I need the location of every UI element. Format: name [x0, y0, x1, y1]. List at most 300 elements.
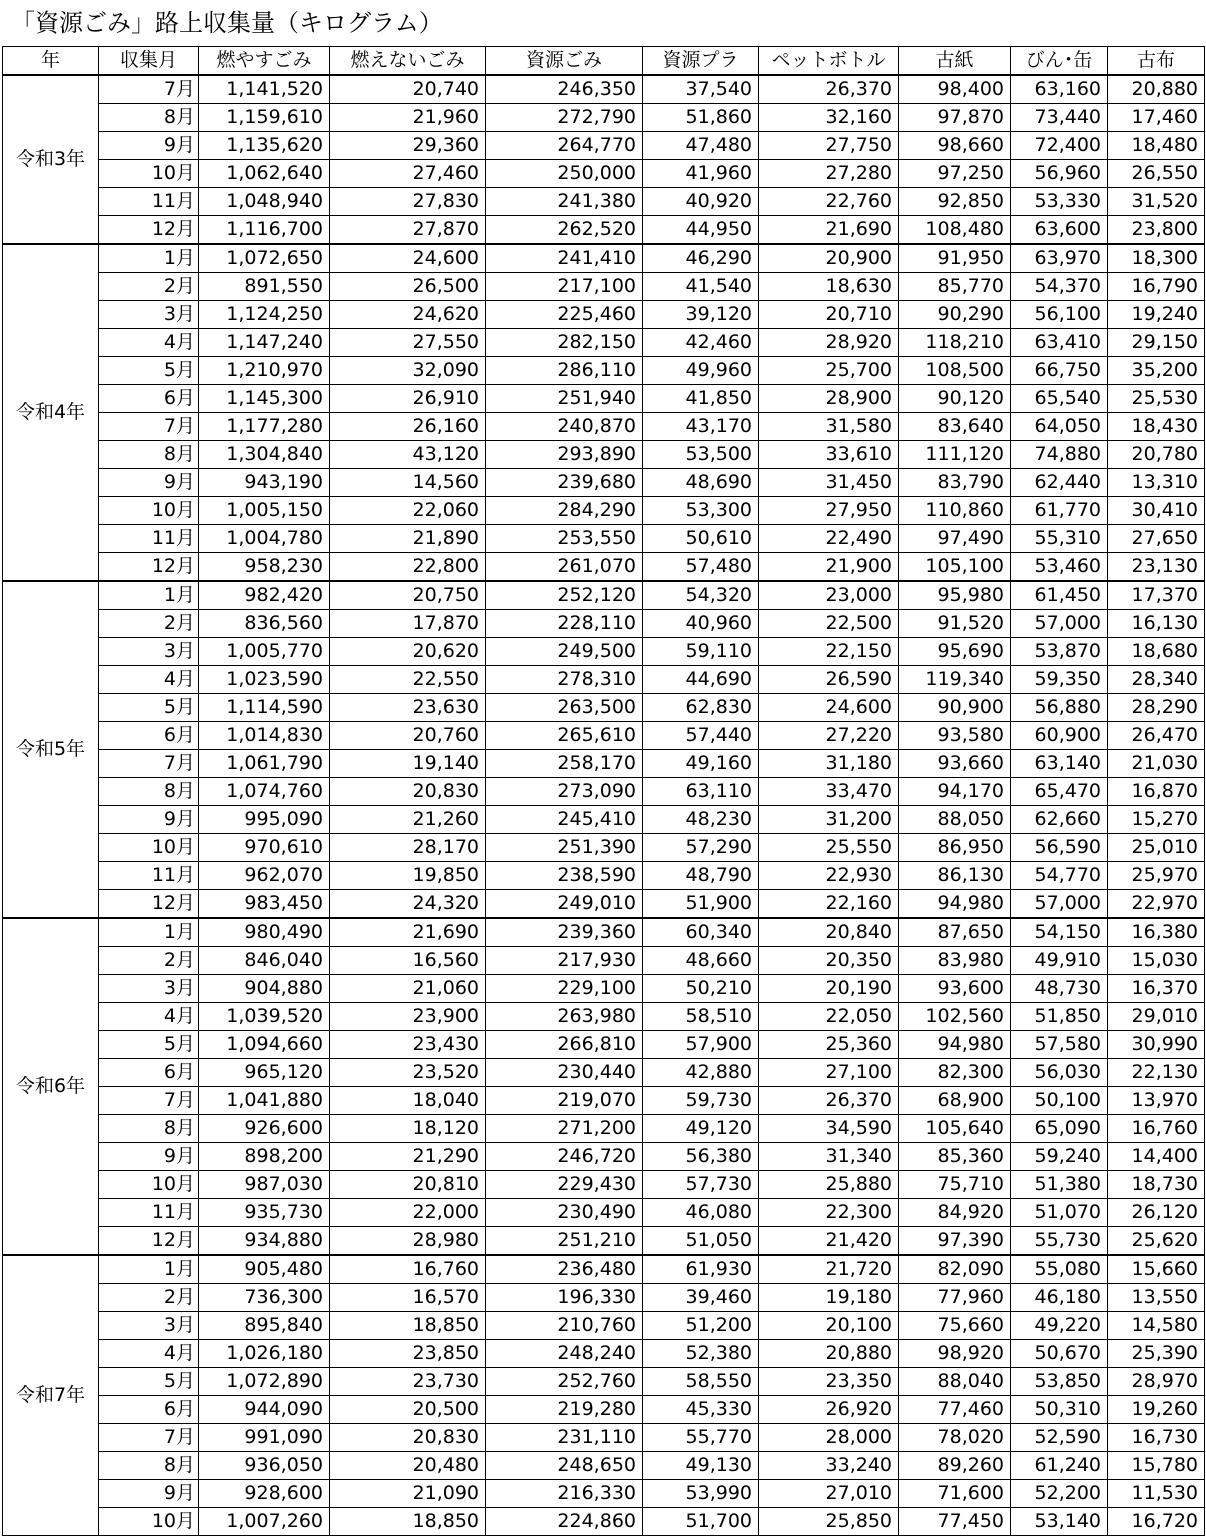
value-cell: 24,600: [330, 244, 486, 273]
value-cell: 22,060: [330, 497, 486, 525]
value-cell: 32,090: [330, 357, 486, 385]
value-cell: 28,980: [330, 1227, 486, 1256]
table-row: [3, 638, 1205, 666]
value-cell: 891,550: [199, 273, 330, 301]
value-cell: 1,074,760: [199, 778, 330, 806]
value-cell: 58,510: [643, 1003, 759, 1031]
value-cell: 49,220: [1011, 1312, 1108, 1340]
value-cell: 59,110: [643, 638, 759, 666]
value-cell: 1,023,590: [199, 666, 330, 694]
value-cell: 22,050: [759, 1003, 899, 1031]
value-cell: 22,150: [759, 638, 899, 666]
value-cell: 83,790: [899, 469, 1011, 497]
value-cell: 24,320: [330, 890, 486, 919]
value-cell: 65,470: [1011, 778, 1108, 806]
value-cell: 43,170: [643, 413, 759, 441]
value-cell: 18,480: [1108, 132, 1205, 160]
value-cell: 25,620: [1108, 1227, 1205, 1256]
value-cell: 48,660: [643, 947, 759, 975]
value-cell: 18,850: [330, 1508, 486, 1536]
value-cell: 105,100: [899, 553, 1011, 582]
value-cell: 111,120: [899, 441, 1011, 469]
value-cell: 57,000: [1011, 890, 1108, 919]
table-row: [3, 273, 1205, 301]
value-cell: 26,160: [330, 413, 486, 441]
value-cell: 35,200: [1108, 357, 1205, 385]
header-non-burnable: 燃えないごみ: [330, 47, 486, 76]
value-cell: 980,490: [199, 918, 330, 947]
value-cell: 278,310: [486, 666, 643, 694]
table-row: [3, 862, 1205, 890]
value-cell: 14,400: [1108, 1143, 1205, 1171]
value-cell: 20,350: [759, 947, 899, 975]
value-cell: 248,240: [486, 1340, 643, 1368]
month-cell: 2月: [99, 273, 199, 301]
value-cell: 91,520: [899, 610, 1011, 638]
value-cell: 26,920: [759, 1396, 899, 1424]
value-cell: 970,610: [199, 834, 330, 862]
table-row: [3, 834, 1205, 862]
month-cell: 1月: [99, 581, 199, 610]
value-cell: 27,870: [330, 216, 486, 245]
month-cell: 4月: [99, 329, 199, 357]
value-cell: 21,720: [759, 1255, 899, 1284]
month-cell: 12月: [99, 553, 199, 582]
value-cell: 97,490: [899, 525, 1011, 553]
value-cell: 20,900: [759, 244, 899, 273]
year-cell: 令和6年: [3, 918, 99, 1255]
value-cell: 245,410: [486, 806, 643, 834]
value-cell: 53,300: [643, 497, 759, 525]
value-cell: 53,460: [1011, 553, 1108, 582]
value-cell: 1,135,620: [199, 132, 330, 160]
value-cell: 53,140: [1011, 1508, 1108, 1536]
value-cell: 836,560: [199, 610, 330, 638]
value-cell: 33,470: [759, 778, 899, 806]
year-cell: 令和4年: [3, 244, 99, 581]
table-row: [3, 1396, 1205, 1424]
value-cell: 1,061,790: [199, 750, 330, 778]
table-row: [3, 947, 1205, 975]
value-cell: 55,080: [1011, 1255, 1108, 1284]
value-cell: 904,880: [199, 975, 330, 1003]
table-row: [3, 694, 1205, 722]
value-cell: 264,770: [486, 132, 643, 160]
value-cell: 95,980: [899, 581, 1011, 610]
value-cell: 21,030: [1108, 750, 1205, 778]
value-cell: 108,480: [899, 216, 1011, 245]
value-cell: 16,380: [1108, 918, 1205, 947]
value-cell: 14,580: [1108, 1312, 1205, 1340]
value-cell: 21,960: [330, 104, 486, 132]
value-cell: 52,380: [643, 1340, 759, 1368]
value-cell: 928,600: [199, 1480, 330, 1508]
value-cell: 22,130: [1108, 1059, 1205, 1087]
value-cell: 43,120: [330, 441, 486, 469]
value-cell: 52,200: [1011, 1480, 1108, 1508]
value-cell: 1,210,970: [199, 357, 330, 385]
value-cell: 46,080: [643, 1199, 759, 1227]
value-cell: 18,300: [1108, 244, 1205, 273]
value-cell: 31,340: [759, 1143, 899, 1171]
value-cell: 21,420: [759, 1227, 899, 1256]
month-cell: 8月: [99, 1452, 199, 1480]
value-cell: 28,340: [1108, 666, 1205, 694]
value-cell: 26,370: [759, 75, 899, 104]
value-cell: 27,010: [759, 1480, 899, 1508]
value-cell: 28,170: [330, 834, 486, 862]
value-cell: 16,870: [1108, 778, 1205, 806]
month-cell: 11月: [99, 525, 199, 553]
value-cell: 24,600: [759, 694, 899, 722]
table-row: [3, 75, 1205, 104]
value-cell: 61,240: [1011, 1452, 1108, 1480]
value-cell: 49,120: [643, 1115, 759, 1143]
value-cell: 231,110: [486, 1424, 643, 1452]
table-row: [3, 1452, 1205, 1480]
value-cell: 240,870: [486, 413, 643, 441]
value-cell: 1,007,260: [199, 1508, 330, 1536]
year-cell: 令和3年: [3, 75, 99, 244]
value-cell: 20,500: [330, 1396, 486, 1424]
table-row: [3, 1312, 1205, 1340]
value-cell: 20,710: [759, 301, 899, 329]
value-cell: 926,600: [199, 1115, 330, 1143]
value-cell: 86,950: [899, 834, 1011, 862]
value-cell: 59,350: [1011, 666, 1108, 694]
month-cell: 11月: [99, 1199, 199, 1227]
value-cell: 64,050: [1011, 413, 1108, 441]
value-cell: 57,580: [1011, 1031, 1108, 1059]
table-row: [3, 1087, 1205, 1115]
value-cell: 962,070: [199, 862, 330, 890]
value-cell: 24,620: [330, 301, 486, 329]
page-title: 「資源ごみ」路上収集量（キログラム）: [11, 9, 443, 37]
value-cell: 19,140: [330, 750, 486, 778]
value-cell: 56,100: [1011, 301, 1108, 329]
value-cell: 21,890: [330, 525, 486, 553]
value-cell: 1,005,770: [199, 638, 330, 666]
month-cell: 8月: [99, 778, 199, 806]
value-cell: 61,450: [1011, 581, 1108, 610]
value-cell: 48,730: [1011, 975, 1108, 1003]
value-cell: 68,900: [899, 1087, 1011, 1115]
table-row: [3, 497, 1205, 525]
value-cell: 41,960: [643, 160, 759, 188]
value-cell: 16,130: [1108, 610, 1205, 638]
value-cell: 57,000: [1011, 610, 1108, 638]
month-cell: 3月: [99, 975, 199, 1003]
month-cell: 6月: [99, 1059, 199, 1087]
value-cell: 89,260: [899, 1452, 1011, 1480]
table-row: [3, 890, 1205, 919]
value-cell: 18,040: [330, 1087, 486, 1115]
value-cell: 49,910: [1011, 947, 1108, 975]
month-cell: 1月: [99, 244, 199, 273]
value-cell: 31,450: [759, 469, 899, 497]
value-cell: 20,840: [759, 918, 899, 947]
table-row: [3, 666, 1205, 694]
value-cell: 1,041,880: [199, 1087, 330, 1115]
month-cell: 11月: [99, 188, 199, 216]
value-cell: 51,380: [1011, 1171, 1108, 1199]
value-cell: 53,850: [1011, 1368, 1108, 1396]
month-cell: 8月: [99, 441, 199, 469]
value-cell: 44,950: [643, 216, 759, 245]
month-cell: 2月: [99, 610, 199, 638]
value-cell: 1,159,610: [199, 104, 330, 132]
value-cell: 210,760: [486, 1312, 643, 1340]
value-cell: 26,910: [330, 385, 486, 413]
value-cell: 736,300: [199, 1284, 330, 1312]
value-cell: 82,300: [899, 1059, 1011, 1087]
value-cell: 1,145,300: [199, 385, 330, 413]
table-row: [3, 975, 1205, 1003]
table-row: [3, 469, 1205, 497]
value-cell: 97,870: [899, 104, 1011, 132]
value-cell: 20,780: [1108, 441, 1205, 469]
value-cell: 1,116,700: [199, 216, 330, 245]
value-cell: 20,750: [330, 581, 486, 610]
value-cell: 97,390: [899, 1227, 1011, 1256]
value-cell: 55,770: [643, 1424, 759, 1452]
month-cell: 3月: [99, 638, 199, 666]
value-cell: 22,160: [759, 890, 899, 919]
value-cell: 73,440: [1011, 104, 1108, 132]
table-row: [3, 1003, 1205, 1031]
value-cell: 60,340: [643, 918, 759, 947]
value-cell: 65,090: [1011, 1115, 1108, 1143]
value-cell: 1,141,520: [199, 75, 330, 104]
value-cell: 11,530: [1108, 1480, 1205, 1508]
month-cell: 6月: [99, 722, 199, 750]
month-cell: 3月: [99, 1312, 199, 1340]
value-cell: 78,020: [899, 1424, 1011, 1452]
value-cell: 1,026,180: [199, 1340, 330, 1368]
value-cell: 48,690: [643, 469, 759, 497]
value-cell: 250,000: [486, 160, 643, 188]
value-cell: 895,840: [199, 1312, 330, 1340]
value-cell: 239,360: [486, 918, 643, 947]
month-cell: 12月: [99, 890, 199, 919]
month-cell: 7月: [99, 413, 199, 441]
header-plastic: 資源プラ: [643, 47, 759, 76]
month-cell: 9月: [99, 469, 199, 497]
month-cell: 10月: [99, 497, 199, 525]
value-cell: 19,180: [759, 1284, 899, 1312]
value-cell: 1,014,830: [199, 722, 330, 750]
value-cell: 249,500: [486, 638, 643, 666]
value-cell: 1,072,650: [199, 244, 330, 273]
value-cell: 50,210: [643, 975, 759, 1003]
value-cell: 48,790: [643, 862, 759, 890]
value-cell: 238,590: [486, 862, 643, 890]
value-cell: 51,700: [643, 1508, 759, 1536]
value-cell: 46,290: [643, 244, 759, 273]
value-cell: 248,650: [486, 1452, 643, 1480]
value-cell: 19,260: [1108, 1396, 1205, 1424]
value-cell: 20,760: [330, 722, 486, 750]
value-cell: 51,200: [643, 1312, 759, 1340]
table-header-row: [3, 47, 1205, 76]
month-cell: 7月: [99, 1424, 199, 1452]
value-cell: 15,780: [1108, 1452, 1205, 1480]
value-cell: 286,110: [486, 357, 643, 385]
value-cell: 19,240: [1108, 301, 1205, 329]
value-cell: 51,070: [1011, 1199, 1108, 1227]
value-cell: 62,830: [643, 694, 759, 722]
value-cell: 22,490: [759, 525, 899, 553]
value-cell: 50,100: [1011, 1087, 1108, 1115]
value-cell: 98,920: [899, 1340, 1011, 1368]
value-cell: 25,360: [759, 1031, 899, 1059]
value-cell: 20,880: [759, 1340, 899, 1368]
value-cell: 20,810: [330, 1171, 486, 1199]
value-cell: 14,560: [330, 469, 486, 497]
table-row: [3, 301, 1205, 329]
value-cell: 17,370: [1108, 581, 1205, 610]
value-cell: 31,200: [759, 806, 899, 834]
month-cell: 1月: [99, 918, 199, 947]
value-cell: 1,072,890: [199, 1368, 330, 1396]
value-cell: 50,670: [1011, 1340, 1108, 1368]
table-row: [3, 1284, 1205, 1312]
value-cell: 16,570: [330, 1284, 486, 1312]
value-cell: 48,230: [643, 806, 759, 834]
table-row: [3, 553, 1205, 582]
value-cell: 944,090: [199, 1396, 330, 1424]
value-cell: 251,940: [486, 385, 643, 413]
value-cell: 77,460: [899, 1396, 1011, 1424]
value-cell: 249,010: [486, 890, 643, 919]
month-cell: 3月: [99, 301, 199, 329]
value-cell: 265,610: [486, 722, 643, 750]
value-cell: 62,660: [1011, 806, 1108, 834]
value-cell: 1,177,280: [199, 413, 330, 441]
month-cell: 10月: [99, 160, 199, 188]
table-row: [3, 441, 1205, 469]
value-cell: 88,050: [899, 806, 1011, 834]
value-cell: 84,920: [899, 1199, 1011, 1227]
value-cell: 20,100: [759, 1312, 899, 1340]
value-cell: 57,900: [643, 1031, 759, 1059]
month-cell: 9月: [99, 1143, 199, 1171]
value-cell: 18,680: [1108, 638, 1205, 666]
value-cell: 1,048,940: [199, 188, 330, 216]
value-cell: 25,530: [1108, 385, 1205, 413]
value-cell: 21,690: [330, 918, 486, 947]
value-cell: 1,004,780: [199, 525, 330, 553]
value-cell: 253,550: [486, 525, 643, 553]
value-cell: 273,090: [486, 778, 643, 806]
table-row: [3, 413, 1205, 441]
value-cell: 252,760: [486, 1368, 643, 1396]
table-row: [3, 1031, 1205, 1059]
value-cell: 27,220: [759, 722, 899, 750]
value-cell: 246,350: [486, 75, 643, 104]
value-cell: 20,830: [330, 778, 486, 806]
value-cell: 63,970: [1011, 244, 1108, 273]
value-cell: 77,960: [899, 1284, 1011, 1312]
value-cell: 25,700: [759, 357, 899, 385]
value-cell: 229,430: [486, 1171, 643, 1199]
value-cell: 23,730: [330, 1368, 486, 1396]
table-row: [3, 104, 1205, 132]
value-cell: 47,480: [643, 132, 759, 160]
year-cell: 令和5年: [3, 581, 99, 918]
value-cell: 58,550: [643, 1368, 759, 1396]
table-row: [3, 610, 1205, 638]
value-cell: 98,400: [899, 75, 1011, 104]
value-cell: 20,190: [759, 975, 899, 1003]
value-cell: 13,970: [1108, 1087, 1205, 1115]
value-cell: 229,100: [486, 975, 643, 1003]
value-cell: 93,660: [899, 750, 1011, 778]
table-row: [3, 1171, 1205, 1199]
value-cell: 21,090: [330, 1480, 486, 1508]
year-cell: 令和7年: [3, 1255, 99, 1536]
value-cell: 29,010: [1108, 1003, 1205, 1031]
value-cell: 1,062,640: [199, 160, 330, 188]
value-cell: 26,500: [330, 273, 486, 301]
table-row: [3, 1059, 1205, 1087]
header-cloth: 古布: [1108, 47, 1205, 76]
value-cell: 21,900: [759, 553, 899, 582]
value-cell: 23,000: [759, 581, 899, 610]
value-cell: 49,160: [643, 750, 759, 778]
value-cell: 251,390: [486, 834, 643, 862]
value-cell: 39,460: [643, 1284, 759, 1312]
value-cell: 23,630: [330, 694, 486, 722]
value-cell: 55,730: [1011, 1227, 1108, 1256]
table-row: [3, 188, 1205, 216]
table-row: [3, 1480, 1205, 1508]
value-cell: 41,850: [643, 385, 759, 413]
value-cell: 83,640: [899, 413, 1011, 441]
value-cell: 40,960: [643, 610, 759, 638]
month-cell: 10月: [99, 1508, 199, 1536]
value-cell: 16,790: [1108, 273, 1205, 301]
table-row: [3, 1143, 1205, 1171]
value-cell: 56,880: [1011, 694, 1108, 722]
value-cell: 74,880: [1011, 441, 1108, 469]
value-cell: 53,990: [643, 1480, 759, 1508]
month-cell: 10月: [99, 834, 199, 862]
value-cell: 1,304,840: [199, 441, 330, 469]
value-cell: 28,290: [1108, 694, 1205, 722]
month-cell: 4月: [99, 666, 199, 694]
value-cell: 26,370: [759, 1087, 899, 1115]
value-cell: 91,950: [899, 244, 1011, 273]
value-cell: 936,050: [199, 1452, 330, 1480]
table-body: [3, 75, 1205, 1536]
value-cell: 846,040: [199, 947, 330, 975]
value-cell: 26,550: [1108, 160, 1205, 188]
table-row: [3, 918, 1205, 947]
value-cell: 83,980: [899, 947, 1011, 975]
value-cell: 105,640: [899, 1115, 1011, 1143]
value-cell: 23,430: [330, 1031, 486, 1059]
table-row: [3, 132, 1205, 160]
value-cell: 85,770: [899, 273, 1011, 301]
value-cell: 27,750: [759, 132, 899, 160]
value-cell: 54,770: [1011, 862, 1108, 890]
month-cell: 8月: [99, 104, 199, 132]
value-cell: 50,310: [1011, 1396, 1108, 1424]
month-cell: 8月: [99, 1115, 199, 1143]
table-row: [3, 385, 1205, 413]
value-cell: 33,610: [759, 441, 899, 469]
